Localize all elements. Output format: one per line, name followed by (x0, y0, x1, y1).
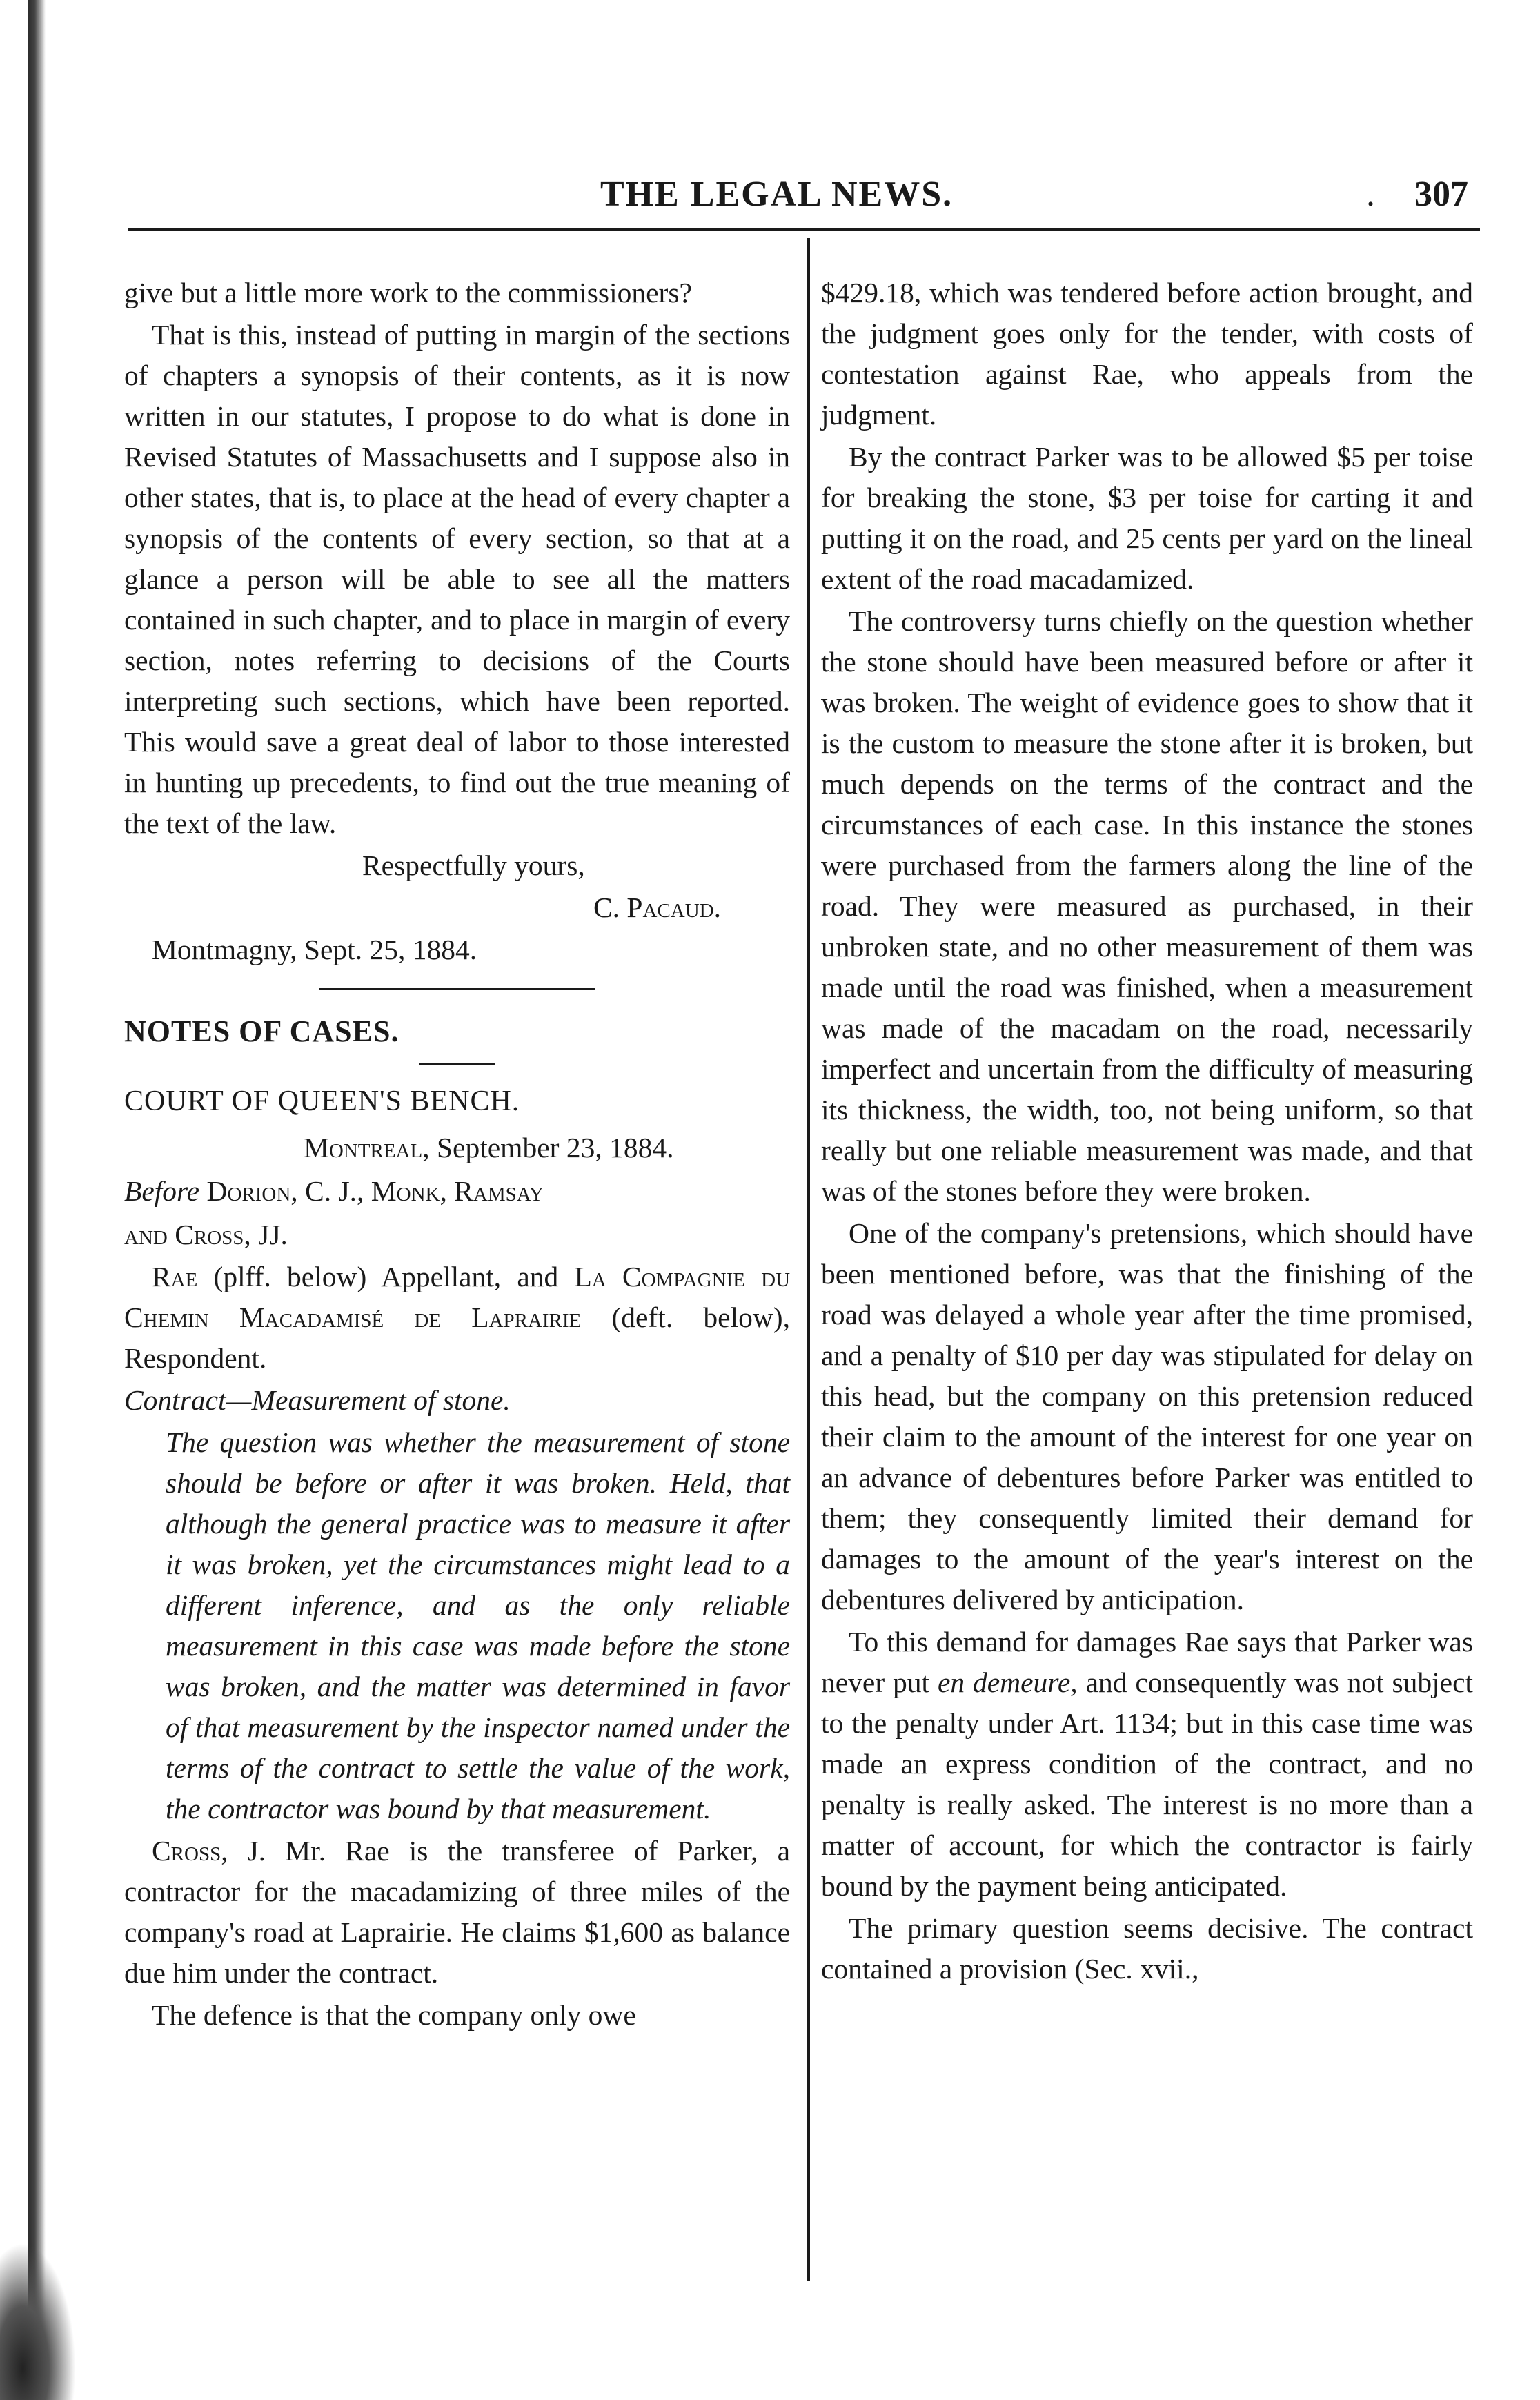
judge-cross: Cross, J. (152, 1835, 266, 1867)
party-text-1: (plff. below) Appellant, and (213, 1261, 559, 1292)
pretensions-paragraph: One of the company's pretensions, which should have been mentioned before, was that the finishing of the road was delayed a whole year after the time promised, and a penalty of $10 per day was stipulated for delay on this head, but the company on this pretension reduced their claim to the amount of the interest for one year on an advance of debentures before Parker was entitled to them; they consequently limited their demand for damages to the amount of the year's interest on the debentures delivered by anticipation. (821, 1217, 1473, 1615)
case-city: Montreal, (304, 1132, 430, 1163)
section-heading: NOTES OF CASES. (124, 1014, 399, 1048)
holding-text (166, 1422, 790, 1829)
judgment-opening (124, 1831, 790, 1994)
bench-line (124, 1171, 790, 1212)
case-date-text: September 23, 1884. (436, 1132, 674, 1163)
column-divider (807, 238, 810, 2281)
party-company: La Compagnie du Chemin Macadamisé de Laprairie (124, 1261, 791, 1333)
defence-paragraph: The defence is that the company only owe (152, 1999, 636, 2031)
holding-the: The (166, 1426, 209, 1458)
tender-paragraph: $429.18, which was tendered before action brought, and the judgment goes only for the tender, with costs of contestation against Rae, who appeals from the judgment. (821, 277, 1473, 431)
damages-paragraph (821, 1622, 1473, 1907)
section-rule (319, 988, 595, 990)
primary-question-paragraph: The primary question seems decisive. The contract contained a provision (Sec. xvii., (821, 1912, 1473, 1985)
holding-body: question was whether the measurement of stone should be before or after it was broken. Held, that although the general practice was to measure it after it was broken, yet the circumstances might lead to a different inference, and as the only reliable measurement in this case was made before the stone was broken, and the matter was determined in favor of that measurement by the inspector named under the terms of the contract to settle the value of the work, the contractor was bound by that measurement. (166, 1426, 790, 1824)
letter-place-date: Montmagny, Sept. 25, 1884. (152, 934, 477, 965)
case-holding (124, 1422, 790, 1829)
case-parties (124, 1257, 790, 1379)
damages-text-a: To this demand for damages Rae says that Parker was never put (821, 1626, 1473, 1698)
page-number: 307 (1414, 175, 1468, 214)
header-dot: . (1366, 175, 1375, 214)
heading-rule (419, 1063, 495, 1065)
before-label: Before (124, 1175, 200, 1207)
right-column (821, 273, 1473, 1991)
header-rule (128, 228, 1480, 231)
case-date (124, 1128, 790, 1168)
contract-terms-paragraph: By the contract Parker was to be allowed $5 per toise for breaking the stone, $3 per toise for carting it and putting it on the road, and 25 cents per yard on the lineal extent of the road macadamized. (821, 441, 1473, 595)
party-rae: Rae (152, 1261, 198, 1292)
letter-closing: Respectfully yours, (362, 849, 585, 881)
letter-signature: C. Pacaud. (593, 892, 721, 923)
damages-italic: en demeure, (937, 1666, 1078, 1698)
judges-line-1: Dorion, C. J., Monk, Ramsay (206, 1175, 544, 1207)
judgment-text: Mr. Rae is the transferee of Parker, a contractor for the macadamizing of three miles of the company's road at Laprairie. He claims $1,600 as balance due him under the contract. (124, 1835, 791, 1989)
court-name: COURT OF QUEEN'S BENCH. (124, 1085, 520, 1117)
left-column (124, 273, 790, 2037)
case-subject: Contract—Measurement of stone. (124, 1384, 511, 1416)
controversy-paragraph: The controversy turns chiefly on the question whether the stone should have been measured before or after it was broken. The weight of evidence goes to show that it is the custom to measure the stone after it is broken, but much depends on the terms of the contract and the circumstances of each case. In this instance the stones were purchased from the farmers along the line of the road. They were measured as purchased, in their unbroken state, and no other measurement of them was made until the road was finished, when a measurement was made of the macadam on the road, necessarily imperfect and uncertain from the difficulty of measuring its thickness, the width, too, not being uniform, so that really but one reliable measurement was made, and that was of the stones before they were broken. (821, 605, 1473, 1207)
party-text-2: (deft. below), Respondent. (124, 1301, 790, 1374)
page-corner-shadow (0, 2243, 76, 2400)
damages-text-b: and consequently was not subject to the penalty under Art. 1134; but in this case time was made an express condition of the contract, and no penalty is really asked. The interest is no more than a matter of account, for which the contractor is fairly bound by the payment being anticipated. (821, 1666, 1474, 1902)
page-binding-edge (28, 0, 46, 2400)
running-header (131, 174, 1477, 222)
letter-proposal: That is this, instead of putting in margin of the sections of chapters a synopsis of their contents, as it is now written in our statutes, I propose to do what is done in Revised Statutes of Massachusetts and I suppose also in other states, that is, to place at the head of every chapter a synopsis of the contents of every section, so that at a glance a person will be able to see all the matters contained in such chapter, and to place in margin of every section, notes referring to decisions of the Courts interpreting such sections, which have been reported. This would save a great deal of labor to those interested in hunting up precedents, to find out the true meaning of the text of the law. (124, 319, 790, 839)
journal-title: THE LEGAL NEWS. (600, 175, 954, 214)
judges-line-2: and Cross, JJ. (124, 1219, 288, 1250)
letter-continuation: give but a little more work to the commissioners? (124, 277, 692, 308)
